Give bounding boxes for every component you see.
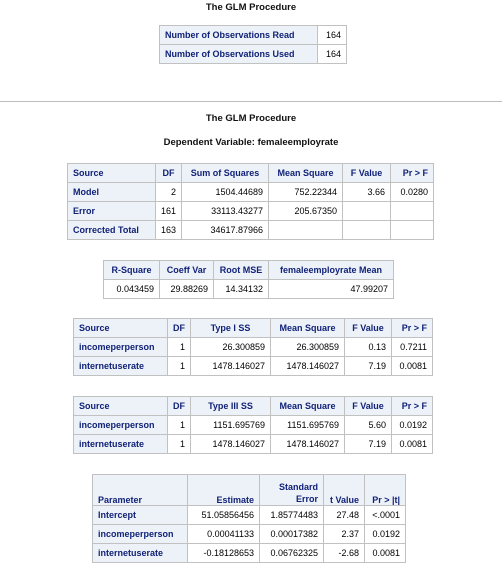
column-header: DF	[156, 164, 182, 183]
procedure-title: The GLM Procedure	[205, 2, 297, 13]
table-cell: 1.85774483	[260, 506, 324, 525]
table-row	[160, 45, 347, 64]
table-cell	[391, 202, 434, 221]
row-header: Number of Observations Used	[160, 45, 318, 64]
table-cell: 2	[156, 183, 182, 202]
row-header: incomeperperson	[74, 416, 168, 435]
parameter-estimates-table	[92, 474, 406, 563]
row-header: incomeperperson	[74, 338, 168, 357]
column-header: F Value	[343, 164, 391, 183]
column-header: Coeff Var	[160, 261, 214, 280]
table-row	[68, 221, 434, 240]
table-cell: 29.88269	[160, 280, 214, 299]
table-cell: 0.0280	[391, 183, 434, 202]
column-header: Source	[74, 397, 168, 416]
table-header-row	[93, 475, 406, 506]
table-cell: 1478.146027	[191, 357, 271, 376]
column-header: Pr > |t|	[365, 475, 406, 506]
row-header: internetuserate	[74, 435, 168, 454]
column-header: Source	[68, 164, 156, 183]
row-header: internetuserate	[93, 544, 188, 563]
table-cell: 0.0081	[392, 357, 433, 376]
table-cell: 161	[156, 202, 182, 221]
table-header-row	[68, 164, 434, 183]
table-cell: 33113.43277	[182, 202, 269, 221]
table-cell: 163	[156, 221, 182, 240]
table-cell: 0.13	[345, 338, 392, 357]
table-cell: 0.00017382	[260, 525, 324, 544]
dependent-variable-label: Dependent Variable: femaleemployrate	[163, 137, 339, 148]
observations-table	[159, 25, 347, 64]
column-header: Mean Square	[271, 397, 345, 416]
column-header: DF	[168, 397, 191, 416]
column-header: femaleemployrate Mean	[269, 261, 394, 280]
row-header: Error	[68, 202, 156, 221]
table-row	[93, 544, 406, 563]
table-cell: -0.18128653	[188, 544, 260, 563]
row-header: internetuserate	[74, 357, 168, 376]
column-header: Estimate	[188, 475, 260, 506]
column-header: Type III SS	[191, 397, 271, 416]
table-row	[68, 183, 434, 202]
table-cell: 7.19	[345, 435, 392, 454]
table-cell: 1478.146027	[271, 357, 345, 376]
table-cell: 1504.44689	[182, 183, 269, 202]
table-cell: 7.19	[345, 357, 392, 376]
table-cell: 0.0192	[365, 525, 406, 544]
table-row	[74, 435, 433, 454]
table-cell: 14.34132	[214, 280, 269, 299]
table-row	[74, 416, 433, 435]
column-header: Source	[74, 319, 168, 338]
table-row	[93, 506, 406, 525]
table-cell: 3.66	[343, 183, 391, 202]
table-cell: <.0001	[365, 506, 406, 525]
row-header: Number of Observations Read	[160, 26, 318, 45]
table-cell: 0.0192	[392, 416, 433, 435]
table-cell: 0.043459	[104, 280, 160, 299]
column-header: Sum of Squares	[182, 164, 269, 183]
table-cell: 34617.87966	[182, 221, 269, 240]
column-header: Pr > F	[392, 397, 433, 416]
table-cell: -2.68	[324, 544, 365, 563]
fit-statistics-table	[103, 260, 394, 299]
column-header: Mean Square	[269, 164, 343, 183]
column-header: F Value	[345, 319, 392, 338]
table-cell: 26.300859	[271, 338, 345, 357]
table-row	[68, 202, 434, 221]
column-header: DF	[168, 319, 191, 338]
table-row	[160, 26, 347, 45]
table-row	[74, 338, 433, 357]
row-header: Corrected Total	[68, 221, 156, 240]
table-cell	[269, 221, 343, 240]
table-cell: 0.7211	[392, 338, 433, 357]
table-row	[93, 525, 406, 544]
table-cell: 2.37	[324, 525, 365, 544]
table-cell: 1151.695769	[271, 416, 345, 435]
table-cell: 47.99207	[269, 280, 394, 299]
table-cell: 1	[168, 435, 191, 454]
table-cell: 1	[168, 357, 191, 376]
column-header: Pr > F	[392, 319, 433, 338]
table-cell	[391, 221, 434, 240]
table-cell: 0.06762325	[260, 544, 324, 563]
header-line: Error	[295, 494, 318, 504]
type1-ss-table	[73, 318, 433, 376]
table-cell: 0.0081	[365, 544, 406, 563]
row-header: incomeperperson	[93, 525, 188, 544]
anova-table	[67, 163, 434, 240]
column-header: Mean Square	[271, 319, 345, 338]
table-cell: 27.48	[324, 506, 365, 525]
table-row	[104, 280, 394, 299]
table-header-row	[104, 261, 394, 280]
column-header: Parameter	[93, 475, 188, 506]
row-header: Model	[68, 183, 156, 202]
table-header-row	[74, 397, 433, 416]
table-cell	[343, 202, 391, 221]
row-header: Intercept	[93, 506, 188, 525]
table-cell: 0.00041133	[188, 525, 260, 544]
table-cell: 164	[318, 45, 347, 64]
table-cell: 205.67350	[269, 202, 343, 221]
column-header: F Value	[345, 397, 392, 416]
table-cell: 26.300859	[191, 338, 271, 357]
column-header: Root MSE	[214, 261, 269, 280]
column-header: Pr > F	[391, 164, 434, 183]
column-header: t Value	[324, 475, 365, 506]
table-header-row	[74, 319, 433, 338]
table-cell: 1151.695769	[191, 416, 271, 435]
column-header: Type I SS	[191, 319, 271, 338]
column-header: R-Square	[104, 261, 160, 280]
table-cell: 5.60	[345, 416, 392, 435]
column-header	[260, 475, 324, 506]
table-cell: 1	[168, 338, 191, 357]
type3-ss-table	[73, 396, 433, 454]
procedure-title: The GLM Procedure	[205, 113, 297, 124]
table-cell: 51.05856456	[188, 506, 260, 525]
table-cell: 1	[168, 416, 191, 435]
table-cell	[343, 221, 391, 240]
section-divider	[0, 101, 502, 102]
table-cell: 0.0081	[392, 435, 433, 454]
table-cell: 1478.146027	[271, 435, 345, 454]
table-cell: 752.22344	[269, 183, 343, 202]
table-row	[74, 357, 433, 376]
table-cell: 164	[318, 26, 347, 45]
table-cell: 1478.146027	[191, 435, 271, 454]
header-line: Standard	[278, 482, 318, 492]
